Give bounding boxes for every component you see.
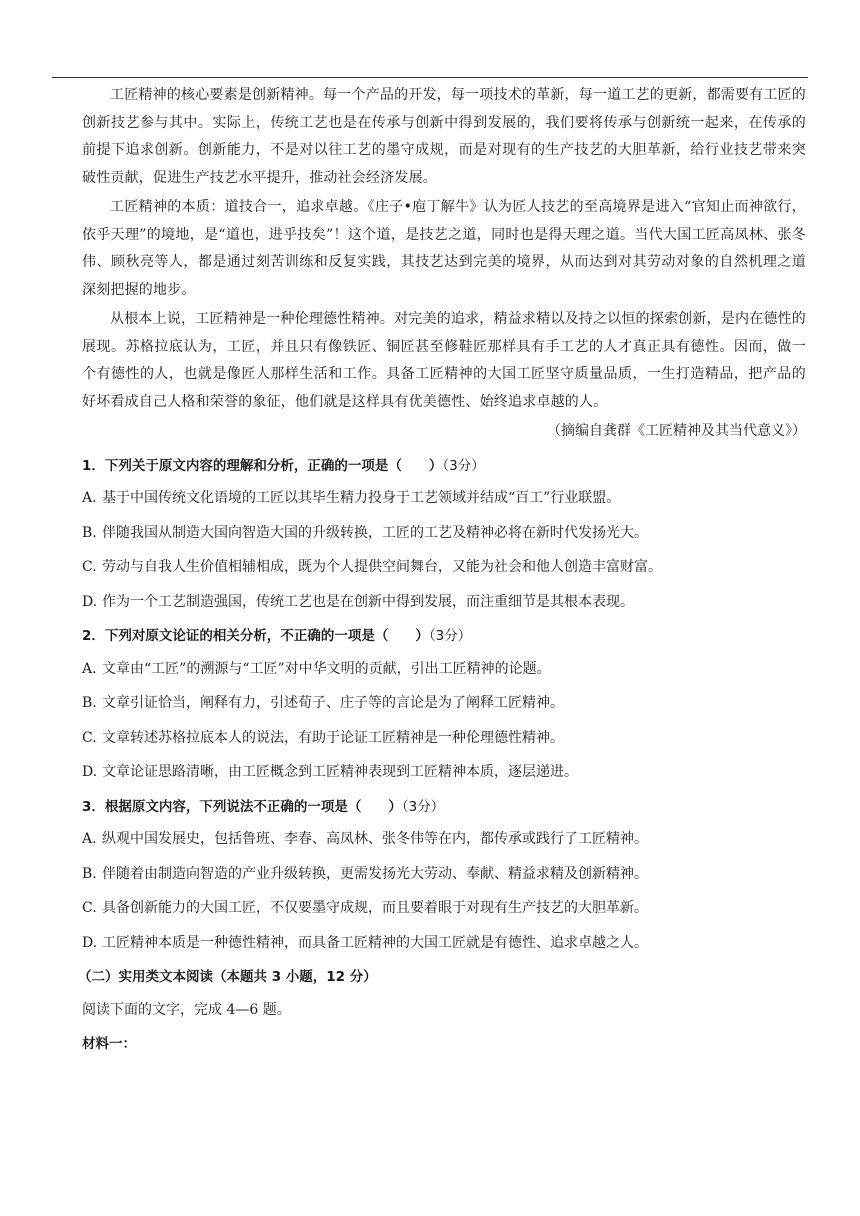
question-2 bbox=[82, 623, 806, 787]
option-letter: B. bbox=[82, 524, 97, 541]
option-text: 纵观中国发展史，包括鲁班、李春、高凤林、张冬伟等在内，都传承或践行了工匠精神。 bbox=[102, 831, 648, 847]
option-text: 作为一个工艺制造强国，传统工艺也是在创新中得到发展，而注重细节是其根本表现。 bbox=[102, 593, 634, 610]
question-stem bbox=[82, 453, 806, 481]
page-content bbox=[78, 82, 806, 1059]
header-rule bbox=[52, 77, 808, 78]
option-a[interactable] bbox=[82, 656, 806, 684]
option-letter: D. bbox=[82, 934, 98, 951]
option-text: 基于中国传统文化语境的工匠以其毕生精力投身于工艺领域并结成“百工”行业联盟。 bbox=[102, 490, 621, 506]
question-stem bbox=[82, 623, 806, 651]
option-a[interactable] bbox=[82, 826, 806, 854]
option-letter: C. bbox=[82, 729, 97, 746]
option-d[interactable] bbox=[82, 759, 806, 787]
question-text: 1．下列关于原文内容的理解和分析，正确的一项是（ ） bbox=[82, 457, 443, 474]
option-letter: B. bbox=[82, 865, 97, 882]
option-d[interactable] bbox=[82, 930, 806, 958]
question-text: 3．根据原文内容，下列说法不正确的一项是（ ） bbox=[82, 798, 402, 815]
option-text: 文章引证恰当，阐释有力，引述荀子、庄子等的言论是为了阐释工匠精神。 bbox=[102, 695, 564, 711]
option-letter: A. bbox=[82, 660, 97, 677]
option-c[interactable] bbox=[82, 554, 806, 582]
option-d[interactable] bbox=[82, 589, 806, 617]
option-text: 伴随着由制造向智造的产业升级转换，更需发扬光大劳动、奉献、精益求精及创新精神。 bbox=[102, 865, 648, 882]
material-label: 材料一： bbox=[82, 1036, 136, 1052]
option-letter: D. bbox=[82, 593, 98, 610]
option-a[interactable] bbox=[82, 485, 806, 513]
section-heading: （二）实用类文本阅读（本题共 3 小题，12 分） bbox=[78, 969, 377, 985]
option-b[interactable] bbox=[82, 861, 806, 889]
option-b[interactable] bbox=[82, 690, 806, 718]
option-letter: A. bbox=[82, 831, 97, 847]
question-stem bbox=[82, 794, 806, 822]
option-text: 劳动与自我人生价值相辅相成，既为个人提供空间舞台，又能为社会和他人创造丰富财富。 bbox=[102, 559, 662, 575]
option-letter: C. bbox=[82, 559, 97, 575]
question-score: （3分） bbox=[442, 457, 485, 474]
passage-source: （摘编自龚群《工匠精神及其当代意义》） bbox=[547, 423, 806, 439]
option-b[interactable] bbox=[82, 520, 806, 548]
question-1 bbox=[82, 453, 806, 617]
option-letter: C. bbox=[82, 900, 97, 916]
passage-paragraph-1: 工匠精神的核心要素是创新精神。每一个产品的开发，每一项技术的革新，每一道工艺的更新，都需要有工匠的创新技艺参与其中。实际上，传统工艺也是在传承与创新中得到发展的，我们要将传承与创新统一起来，在传承的前提下追求创新。创新能力，不是对以往工艺的墨守成规，而是对现有的生产技艺的大胆革新，给行业技艺带来突破性贡献，促进生产技艺水平提升，推动社会经济发展。 bbox=[82, 87, 806, 186]
option-text: 文章转述苏格拉底本人的说法，有助于论证工匠精神是一种伦理德性精神。 bbox=[102, 729, 564, 746]
option-text: 工匠精神本质是一种德性精神，而具备工匠精神的大国工匠就是有德性、追求卓越之人。 bbox=[102, 934, 648, 951]
option-letter: B. bbox=[82, 695, 97, 711]
question-score: （3分） bbox=[401, 798, 445, 815]
option-text: 伴随我国从制造大国向智造大国的升级转换，工匠的工艺及精神必将在新时代发扬光大。 bbox=[102, 524, 648, 541]
question-score: （3分） bbox=[428, 628, 472, 644]
option-text: 文章论证思路清晰，由工匠概念到工匠精神表现到工匠精神本质，逐层递进。 bbox=[102, 764, 578, 780]
option-c[interactable] bbox=[82, 725, 806, 753]
option-text: 具备创新能力的大国工匠，不仅要墨守成规，而且要着眼于对现有生产技艺的大胆革新。 bbox=[102, 900, 648, 916]
question-3 bbox=[82, 794, 806, 958]
passage-paragraph-2: 工匠精神的本质：道技合一，追求卓越。《庄子•庖丁解牛》认为匠人技艺的至高境界是进入“官知止而神欲行，依乎天理”的境地，是“道也，进乎技矣”！这个道，是技艺之道，同时也是得天理之道。当代大国工匠高凤林、张冬伟、顾秋亮等人，都是通过刻苦训练和反复实践，其技艺达到完美的境界，从而达到对其劳动对象的自然机理之道深刻把握的地步。 bbox=[82, 199, 806, 298]
option-text: 文章由“工匠”的溯源与“工匠”对中华文明的贡献，引出工匠精神的论题。 bbox=[102, 660, 551, 677]
option-letter: D. bbox=[82, 764, 98, 780]
question-text: 2．下列对原文论证的相关分析，不正确的一项是（ ） bbox=[82, 628, 429, 644]
section-instruction: 阅读下面的文字，完成 4—6 题。 bbox=[82, 1001, 291, 1018]
option-letter: A. bbox=[82, 490, 97, 506]
passage-paragraph-3: 从根本上说，工匠精神是一种伦理德性精神。对完美的追求，精益求精以及持之以恒的探索创新，是内在德性的展现。苏格拉底认为，工匠，并且只有像铁匠、铜匠甚至修鞋匠那样具有手工艺的人才真正具有德性。因而，做一个有德性的人，也就是像匠人那样生活和工作。具备工匠精神的大国工匠坚守质量品质，一生打造精品，把产品的好坏看成自己人格和荣誉的象征，他们就是这样具有优美德性、始终追求卓越的人。 bbox=[82, 311, 806, 410]
option-c[interactable] bbox=[82, 895, 806, 923]
